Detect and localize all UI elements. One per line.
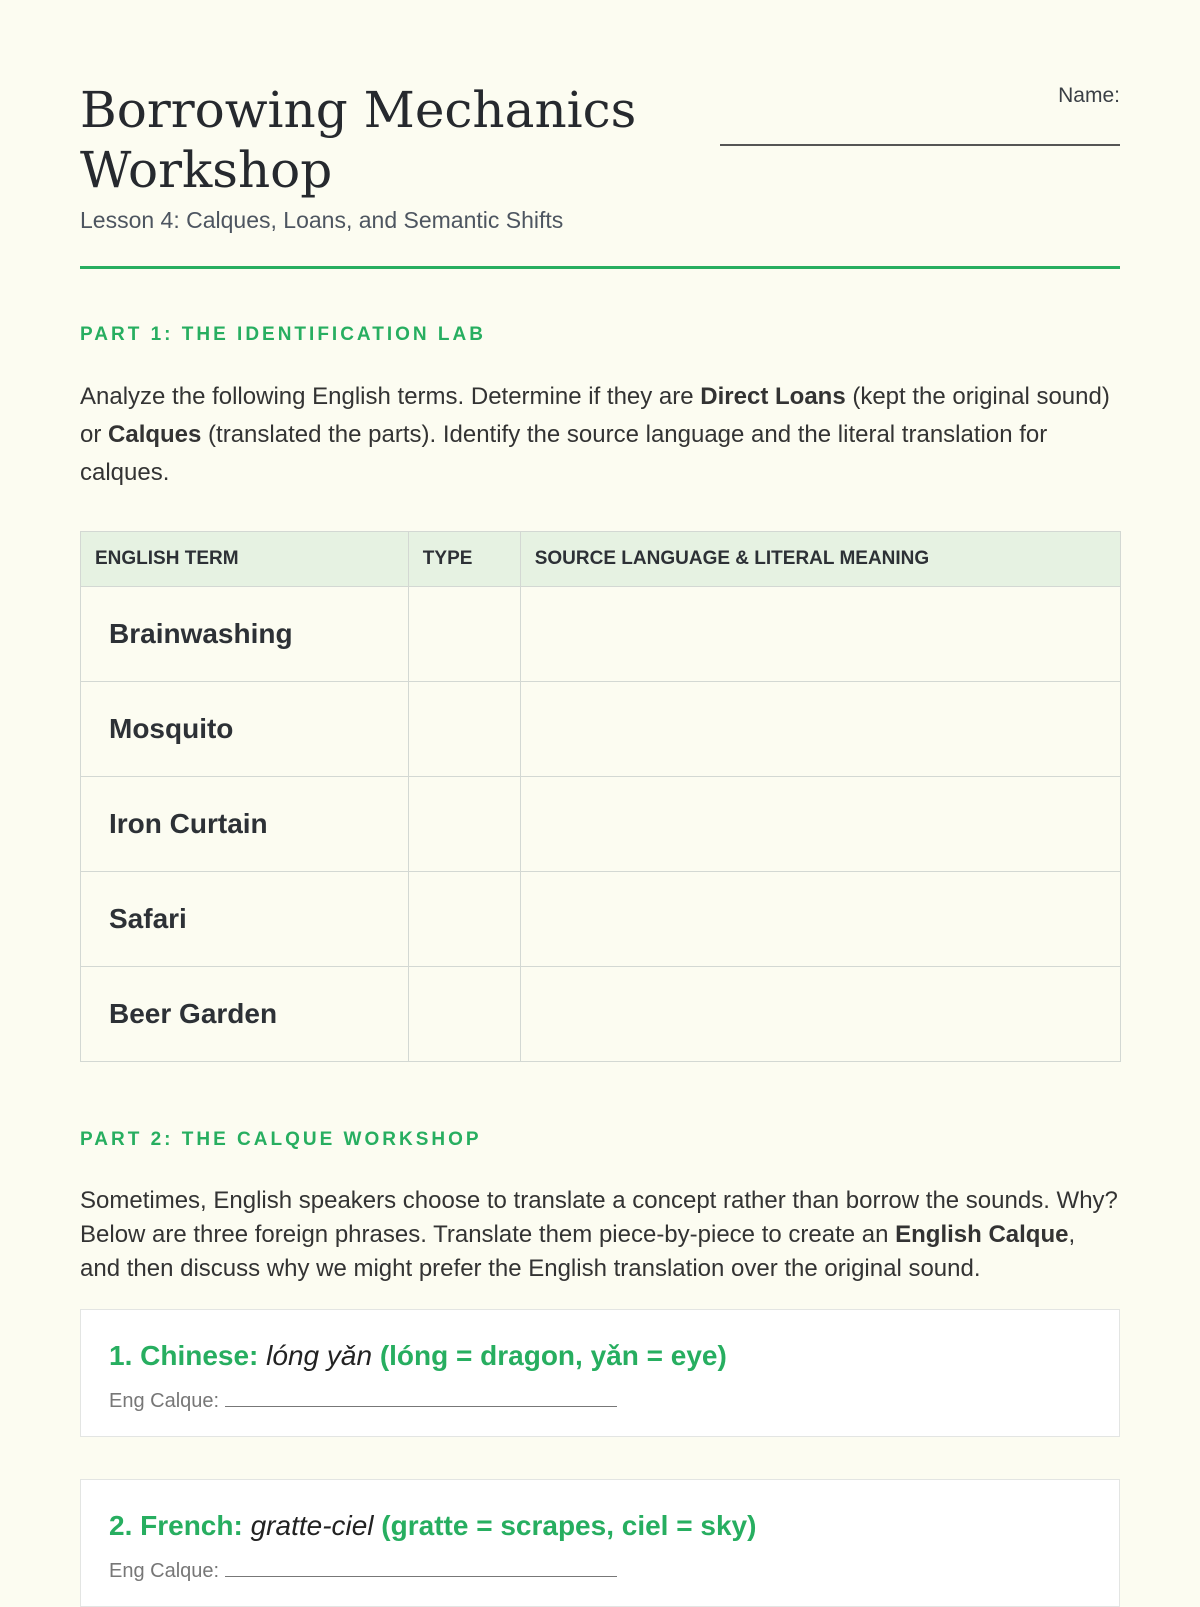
header-divider [80,266,1120,269]
table-row [81,587,1121,682]
page-title: Borrowing Mechanics Workshop [80,81,637,199]
table-row [81,777,1121,872]
part1-bold-calques: Calques [108,421,202,448]
name-blank-line[interactable] [720,144,1120,146]
part1-heading: PART 1: THE IDENTIFICATION LAB [80,324,486,345]
term-cell: Mosquito [81,682,409,777]
term-cell: Safari [81,872,409,967]
term-cell: Brainwashing [81,587,409,682]
source-answer-cell[interactable] [520,777,1120,872]
type-answer-cell[interactable] [408,587,520,682]
table-row [81,967,1121,1062]
table-row [81,872,1121,967]
calque-blank-line[interactable] [225,1558,617,1577]
col-header-source-meaning: SOURCE LANGUAGE & LITERAL MEANING [520,532,1120,587]
type-answer-cell[interactable] [408,967,520,1062]
phrase-gloss: (lóng = dragon, yǎn = eye) [372,1340,727,1371]
source-answer-cell[interactable] [520,587,1120,682]
phrase-original: lóng yǎn [266,1340,373,1371]
calque-label: Eng Calque: [109,1390,225,1412]
phrase-prefix: 1. Chinese: [109,1340,267,1371]
part1-bold-direct-loans: Direct Loans [700,383,846,410]
name-field [720,84,1120,146]
type-answer-cell[interactable] [408,682,520,777]
source-answer-cell[interactable] [520,872,1120,967]
phrase-card [80,1479,1120,1607]
source-answer-cell[interactable] [520,682,1120,777]
lesson-subtitle: Lesson 4: Calques, Loans, and Semantic Shifts [80,207,564,233]
part2-heading: PART 2: THE CALQUE WORKSHOP [80,1129,482,1150]
col-header-english-term: ENGLISH TERM [81,532,409,587]
part2-bold-english-calque: English Calque [895,1221,1069,1248]
part1-instructions [80,378,1120,492]
calque-label: Eng Calque: [109,1560,225,1582]
part2-text-2: , and then discuss why we might prefer the English translation over the original sound. [80,1221,1076,1282]
phrase-heading [109,1510,756,1542]
col-header-type: TYPE [408,532,520,587]
term-cell: Beer Garden [81,967,409,1062]
name-label: Name: [1058,84,1120,107]
type-answer-cell[interactable] [408,872,520,967]
part1-text-1: Analyze the following English terms. Determine if they are [80,383,701,410]
phrase-gloss: (gratte = scrapes, ciel = sky) [373,1510,757,1541]
source-answer-cell[interactable] [520,967,1120,1062]
calque-answer-row [109,1388,617,1413]
type-answer-cell[interactable] [408,777,520,872]
calque-blank-line[interactable] [225,1388,617,1407]
term-cell: Iron Curtain [81,777,409,872]
identification-table [80,531,1121,1062]
calque-answer-row [109,1558,617,1583]
part2-text-1: Sometimes, English speakers choose to translate a concept rather than borrow the sounds. Why? Below are three foreign phrases. Translate them piece-by-piece to create an [80,1187,1118,1248]
phrase-original: gratte-ciel [250,1510,374,1541]
phrase-heading [109,1340,727,1372]
part1-text-3: (translated the parts). Identify the source language and the literal translation for calques. [80,421,1048,486]
part2-instructions [80,1184,1120,1286]
table-header-row [81,532,1121,587]
phrase-prefix: 2. French: [109,1510,251,1541]
table-row [81,682,1121,777]
part1-text-2: (kept the original sound) or [80,383,1110,448]
phrase-card [80,1309,1120,1437]
